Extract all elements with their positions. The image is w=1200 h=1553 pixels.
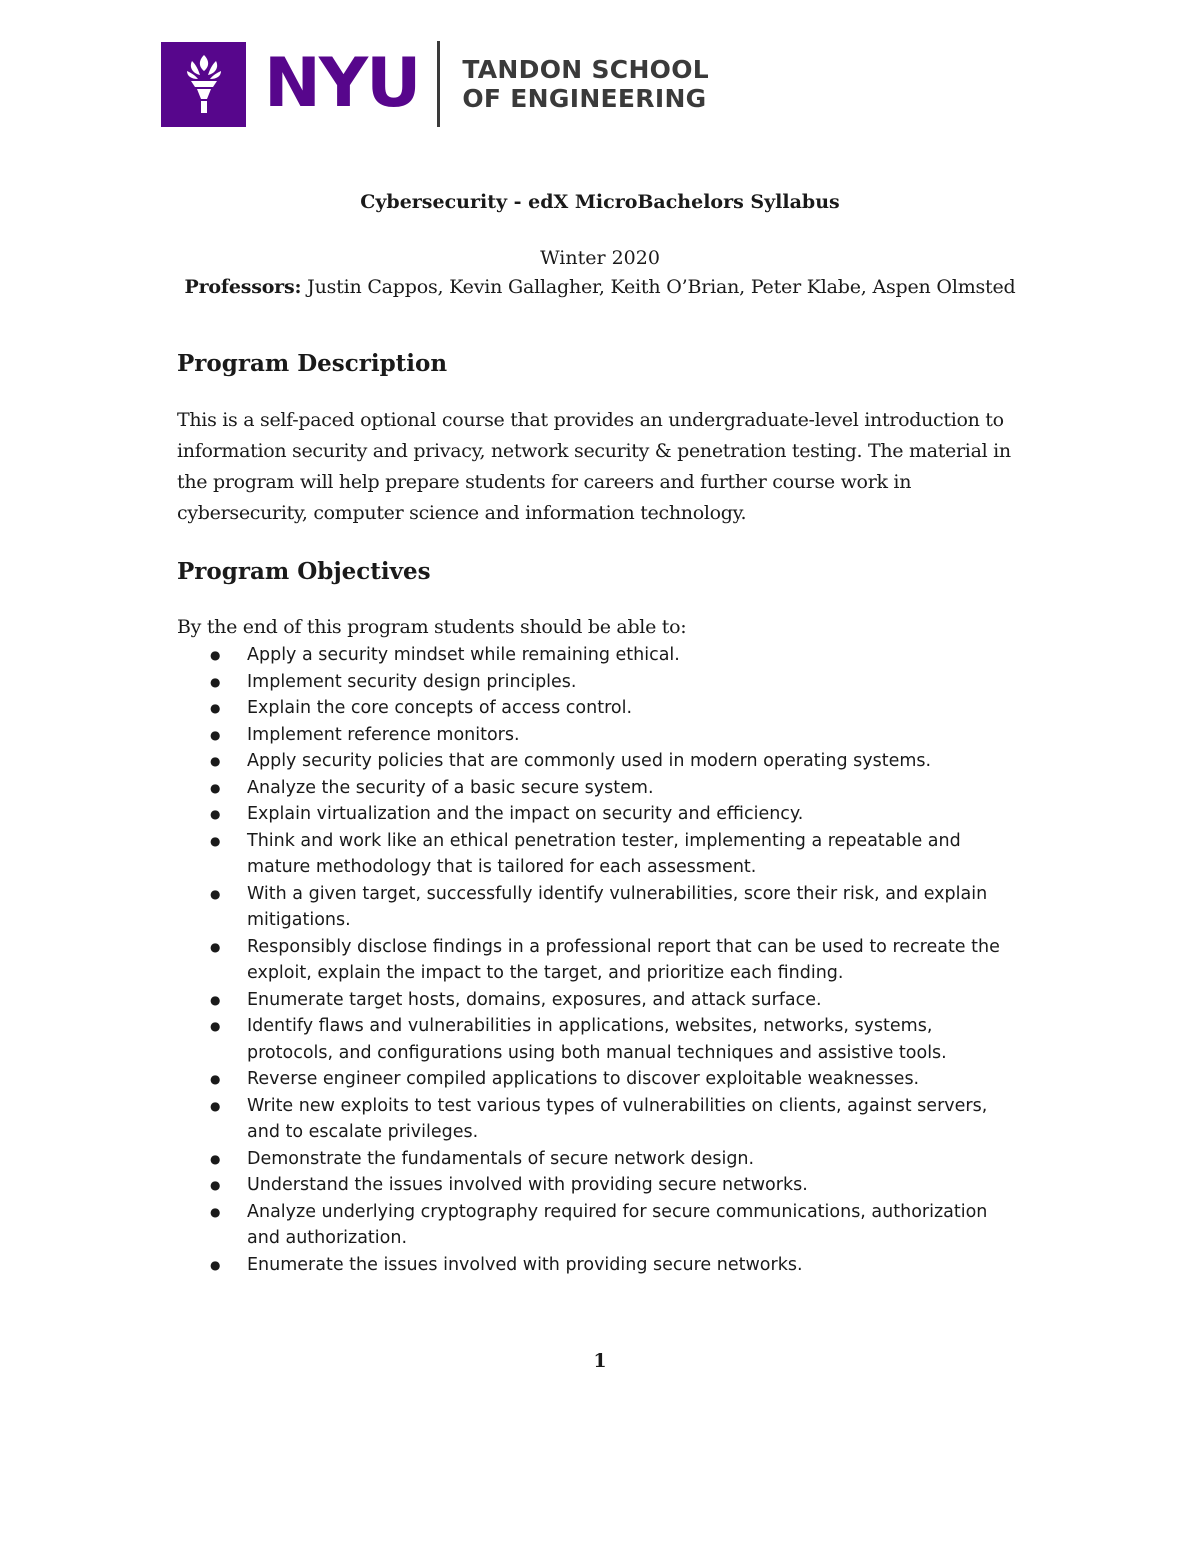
objective-item: ● Apply a security mindset while remaining ethical.: [210, 642, 1010, 669]
objective-item: ● Implement security design principles.: [210, 669, 1010, 696]
nyu-wordmark: NYU: [264, 44, 420, 123]
document-term: Winter 2020: [540, 247, 660, 269]
program-description-body: This is a self-paced optional course that provides an undergraduate-level introduction to information security and privacy, network security & penetration testing. The material in the program will help prepare students for careers and further course work in cybersecurity, computer science and information technology.: [177, 409, 1011, 524]
objective-item: ● Enumerate the issues involved with providing secure networks.: [210, 1252, 1010, 1279]
objective-item: ● Identify flaws and vulnerabilities in applications, websites, networks, systems, protocols, and configurations using both manual techniques and assistive tools.: [210, 1013, 1010, 1066]
objective-item: ● Enumerate target hosts, domains, exposures, and attack surface.: [210, 987, 1010, 1014]
objective-item: ● With a given target, successfully identify vulnerabilities, score their risk, and explain mitigations.: [210, 881, 1010, 934]
objective-item: ● Analyze the security of a basic secure system.: [210, 775, 1010, 802]
torch-icon: [161, 42, 246, 127]
nyu-tandon-logo: [161, 41, 709, 127]
objective-item: ● Understand the issues involved with providing secure networks.: [210, 1172, 1010, 1199]
objective-item: ● Analyze underlying cryptography required for secure communications, authorization and authorization.: [210, 1199, 1010, 1252]
objective-item: ● Implement reference monitors.: [210, 722, 1010, 749]
school-name: [462, 55, 709, 113]
school-name-line-1: TANDON SCHOOL: [462, 55, 709, 84]
logo-divider: [437, 41, 440, 127]
objectives-intro: By the end of this program students should be able to:: [177, 616, 687, 638]
page-number: 1: [593, 1350, 607, 1372]
objective-item: ● Write new exploits to test various types of vulnerabilities on clients, against servers, and to escalate privileges.: [210, 1093, 1010, 1146]
professors-label: Professors:: [184, 276, 302, 298]
objective-item: ● Apply security policies that are commonly used in modern operating systems.: [210, 748, 1010, 775]
objective-item: ● Think and work like an ethical penetration tester, implementing a repeatable and mature methodology that is tailored for each assessment.: [210, 828, 1010, 881]
objective-item: ● Demonstrate the fundamentals of secure network design.: [210, 1146, 1010, 1173]
objective-item: ● Explain virtualization and the impact on security and efficiency.: [210, 801, 1010, 828]
professors-names: Justin Cappos, Kevin Gallagher, Keith O’Brian, Peter Klabe, Aspen Olmsted: [301, 276, 1016, 298]
document-title: Cybersecurity - edX MicroBachelors Syllabus: [360, 191, 840, 213]
objectives-list: [210, 642, 1010, 1278]
objective-item: ● Responsibly disclose findings in a professional report that can be used to recreate the exploit, explain the impact to the target, and prioritize each finding.: [210, 934, 1010, 987]
school-name-line-2: OF ENGINEERING: [462, 84, 707, 113]
professors-line: [0, 276, 1200, 298]
program-objectives-heading: Program Objectives: [177, 558, 431, 585]
program-description-heading: Program Description: [177, 350, 448, 377]
objective-item: ● Explain the core concepts of access control.: [210, 695, 1010, 722]
objective-item: ● Reverse engineer compiled applications to discover exploitable weaknesses.: [210, 1066, 1010, 1093]
